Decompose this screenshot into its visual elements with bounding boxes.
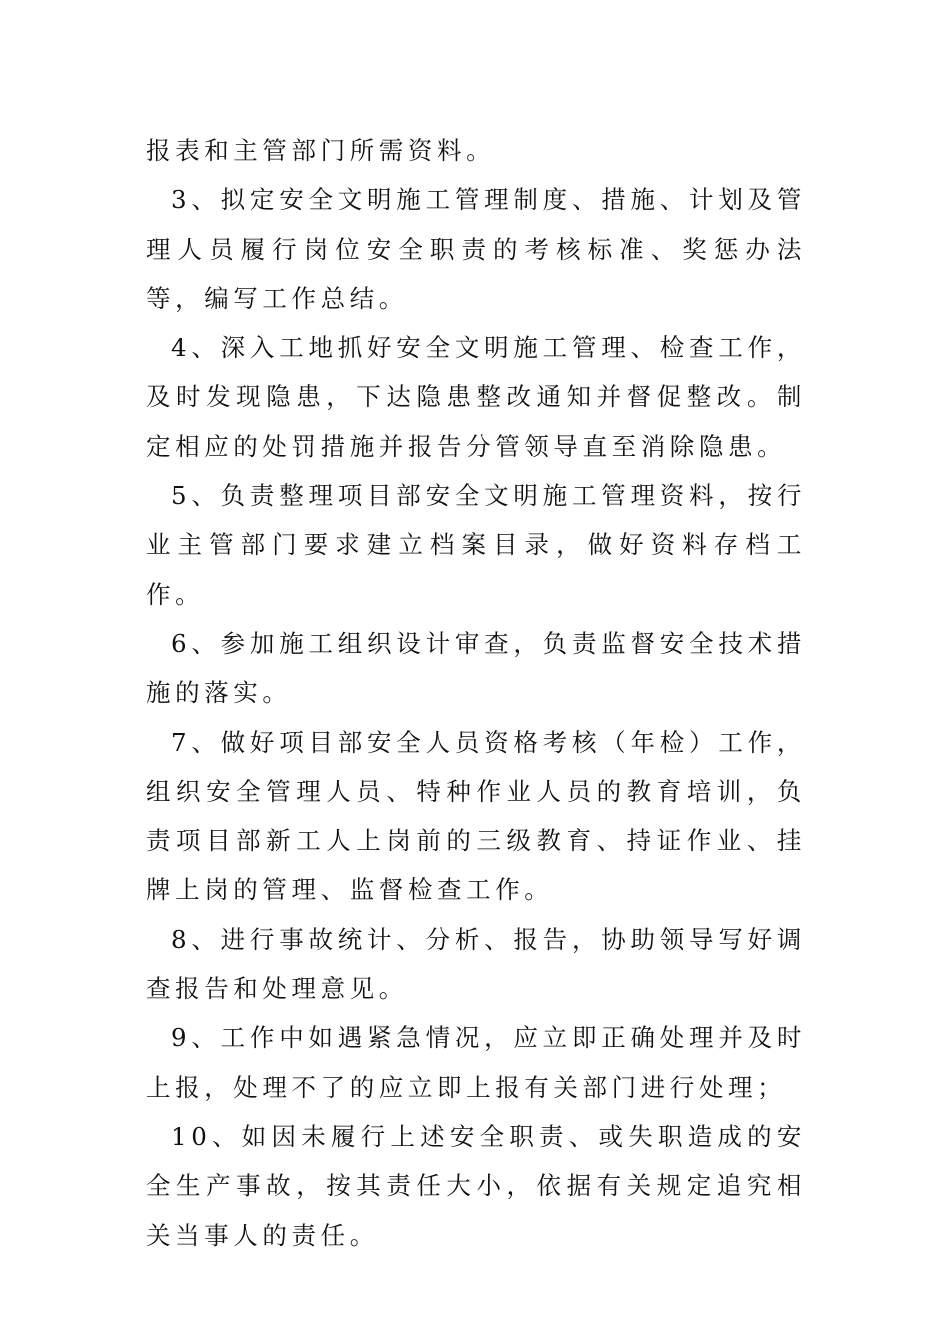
- paragraph-item-7: 7、做好项目部安全人员资格考核（年检）工作，组织安全管理人员、特种作业人员的教育培训，负责项目部新工人上岗前的三级教育、持证作业、挂牌上岗的管理、监督检查工作。: [146, 727, 806, 905]
- paragraph-item-4: 4、深入工地抓好安全文明施工管理、检查工作，及时发现隐患，下达隐患整改通知并督促整改。制定相应的处罚措施并报告分管领导直至消除隐患。: [146, 333, 806, 461]
- paragraph-item-6: 6、参加施工组织设计审查，负责监督安全技术措施的落实。: [146, 628, 806, 708]
- document-body: [146, 126, 806, 1260]
- paragraph-item-10: 10、如因未履行上述安全职责、或失职造成的安全生产事故，按其责任大小，依据有关规定追究相关当事人的责任。: [146, 1121, 806, 1250]
- paragraph-continuation: 报表和主管部门所需资料。: [146, 136, 496, 165]
- paragraph-item-3: 3、拟定安全文明施工管理制度、措施、计划及管理人员履行岗位安全职责的考核标准、奖惩办法等，编写工作总结。: [146, 185, 806, 313]
- paragraph-item-5: 5、负责整理项目部安全文明施工管理资料，按行业主管部门要求建立档案目录，做好资料存档工作。: [146, 481, 806, 609]
- paragraph-item-8: 8、进行事故统计、分析、报告，协助领导写好调查报告和处理意见。: [146, 924, 806, 1004]
- paragraph-item-9: 9、工作中如遇紧急情况，应立即正确处理并及时上报，处理不了的应立即上报有关部门进行处理；: [146, 1023, 806, 1102]
